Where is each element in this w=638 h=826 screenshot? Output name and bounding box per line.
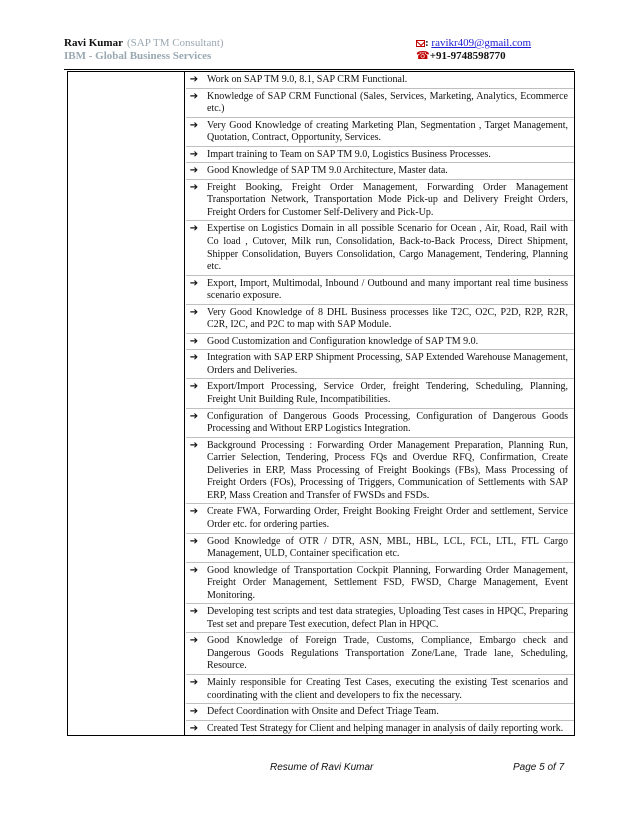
arrow-right-icon: ➔ xyxy=(189,223,199,235)
list-item xyxy=(186,163,574,180)
list-item-text: Good Customization and Configuration knowledge of SAP TM 9.0. xyxy=(207,335,479,347)
list-item-text: Good knowledge of Transportation Cockpit Planning, Forwarding Order Management, Freight Order Management, Settlement FSD, FWSD, Charge Management, Event Monitoring. xyxy=(207,564,568,601)
email-link[interactable]: ravikr409@gmail.com xyxy=(431,37,532,49)
list-item-text: Very Good Knowledge of 8 DHL Business processes like T2C, O2C, P2D, R2P, R2R, C2R, I2C, and P2C to map with SAP Module. xyxy=(207,306,568,331)
list-item-text: Created Test Strategy for Client and helping manager in analysis of daily reporting work. xyxy=(207,722,564,734)
list-item-text: Impart training to Team on SAP TM 9.0, Logistics Business Processes. xyxy=(207,148,491,160)
list-item xyxy=(186,675,574,704)
arrow-right-icon: ➔ xyxy=(189,165,199,177)
arrow-right-icon: ➔ xyxy=(189,564,199,576)
arrow-right-icon: ➔ xyxy=(189,306,199,318)
list-item-text: Background Processing : Forwarding Order Management Preparation, Planning Run, Carrier Selection, Tendering, Process FQs and Overdue RFQ, Confirmation, Create Deliveries in ERP, Mass Processing of Freight Bookings (FBs), Mass Processing of Freight Orders (FOs), Processing of Triggers, Communication of Settlements with SAP ERP, Mass Creation and Transfer of FWSDs and FSDs. xyxy=(207,439,568,501)
list-item xyxy=(186,118,574,147)
list-item-text: Knowledge of SAP CRM Functional (Sales, Services, Marketing, Analytics, Ecommerce etc.) xyxy=(207,90,568,115)
header-email-block xyxy=(416,37,574,49)
list-item-text: Freight Booking, Freight Order Management, Forwarding Order Management Transportation Network, Transportation Mode Pick-up and Delivery Freight Orders, Freight Orders for Customer Self-Delivery and Pick-Up. xyxy=(207,181,568,218)
list-item-text: Create FWA, Forwarding Order, Freight Booking Freight Order and settlement, Service Order etc. for ordering parties. xyxy=(207,506,568,530)
arrow-right-icon: ➔ xyxy=(189,676,199,688)
header-phone-block xyxy=(416,49,574,62)
page-header xyxy=(64,33,574,65)
arrow-right-icon: ➔ xyxy=(189,635,199,647)
footer-title: Resume of Ravi Kumar xyxy=(270,762,374,773)
telephone-icon: ☎ xyxy=(416,49,430,62)
list-item xyxy=(186,604,574,633)
email-prefix: : xyxy=(425,37,429,49)
list-item xyxy=(186,563,574,605)
arrow-right-icon: ➔ xyxy=(189,119,199,131)
list-item xyxy=(186,409,574,438)
header-company: IBM - Global Business Services xyxy=(64,50,212,62)
list-item xyxy=(186,147,574,164)
list-item-text: Mainly responsible for Creating Test Cases, executing the existing Test scenarios and coordinating with the client and developers to fix the necessary. xyxy=(207,676,568,701)
arrow-right-icon: ➔ xyxy=(189,74,199,85)
list-item-text: Very Good Knowledge of creating Marketing Plan, Segmentation , Target Management, Quotation, Contract, Opportunity, Services. xyxy=(207,119,568,144)
list-item-text: Export/Import Processing, Service Order, freight Tendering, Scheduling, Planning, Freight Unit Building Rule, Incompatibilities. xyxy=(207,381,568,406)
list-item xyxy=(186,534,574,563)
arrow-right-icon: ➔ xyxy=(189,335,199,347)
table-column-divider xyxy=(184,72,185,735)
arrow-right-icon: ➔ xyxy=(189,181,199,193)
arrow-right-icon: ➔ xyxy=(189,506,199,518)
page-number: Page 5 of 7 xyxy=(513,762,565,773)
list-item xyxy=(186,704,574,721)
arrow-right-icon: ➔ xyxy=(189,706,199,718)
header-rule xyxy=(64,69,574,70)
skills-list xyxy=(186,72,574,736)
list-item-text: Defect Coordination with Onsite and Defect Triage Team. xyxy=(207,706,439,718)
list-item-text: Configuration of Dangerous Goods Processing, Configuration of Dangerous Goods Processing and Without ERP Logistics Integration. xyxy=(207,410,568,435)
arrow-right-icon: ➔ xyxy=(189,410,199,422)
arrow-right-icon: ➔ xyxy=(189,352,199,364)
list-item xyxy=(186,334,574,351)
list-item xyxy=(186,350,574,379)
list-item-text: Export, Import, Multimodal, Inbound / Outbound and many important real time business scenario exposure. xyxy=(207,277,568,302)
list-item xyxy=(186,89,574,118)
list-item xyxy=(186,180,574,222)
phone-number: +91-9748598770 xyxy=(429,50,506,62)
arrow-right-icon: ➔ xyxy=(189,277,199,289)
list-item xyxy=(186,276,574,305)
list-item xyxy=(186,721,574,737)
list-item-text: Work on SAP TM 9.0, 8.1, SAP CRM Functional. xyxy=(207,74,408,85)
list-item xyxy=(186,221,574,275)
arrow-right-icon: ➔ xyxy=(189,535,199,547)
list-item-text: Good Knowledge of OTR / DTR, ASN, MBL, HBL, LCL, FCL, LTL, FTL Cargo Management, ULD, Container specification etc. xyxy=(207,535,568,560)
skills-table xyxy=(67,71,575,736)
list-item-text: Integration with SAP ERP Shipment Processing, SAP Extended Warehouse Management, Orders and Deliveries. xyxy=(207,352,568,376)
list-item-text: Good Knowledge of SAP TM 9.0 Architecture, Master data. xyxy=(207,165,448,177)
arrow-right-icon: ➔ xyxy=(189,90,199,102)
header-name: Ravi Kumar xyxy=(64,37,123,49)
header-role: (SAP TM Consultant) xyxy=(126,37,224,49)
arrow-right-icon: ➔ xyxy=(189,381,199,393)
list-item xyxy=(186,72,574,89)
envelope-icon xyxy=(416,40,425,47)
list-item-text: Developing test scripts and test data strategies, Uploading Test cases in HPQC, Preparing Test set and prepare Test execution, defect Plan in HPQC. xyxy=(207,606,568,630)
arrow-right-icon: ➔ xyxy=(189,439,199,451)
list-item xyxy=(186,379,574,408)
list-item xyxy=(186,633,574,675)
list-item xyxy=(186,504,574,533)
arrow-right-icon: ➔ xyxy=(189,722,199,734)
list-item xyxy=(186,438,574,505)
list-item-text: Expertise on Logistics Domain in all possible Scenario for Ocean , Air, Road, Rail with Co load , Cutover, Milk run, Consolidation, Back-to-Back Process, Direct Shipment, Shipper Consolidation, Buyers Consolidation, Cargo Management, Tendering, Planning etc. xyxy=(207,223,568,273)
list-item xyxy=(186,305,574,334)
arrow-right-icon: ➔ xyxy=(189,606,199,618)
arrow-right-icon: ➔ xyxy=(189,148,199,160)
list-item-text: Good Knowledge of Foreign Trade, Customs, Compliance, Embargo check and Dangerous Goods Regulations Transportation Zone/Lane, Trade lane, Scheduling, Resource. xyxy=(207,635,568,672)
